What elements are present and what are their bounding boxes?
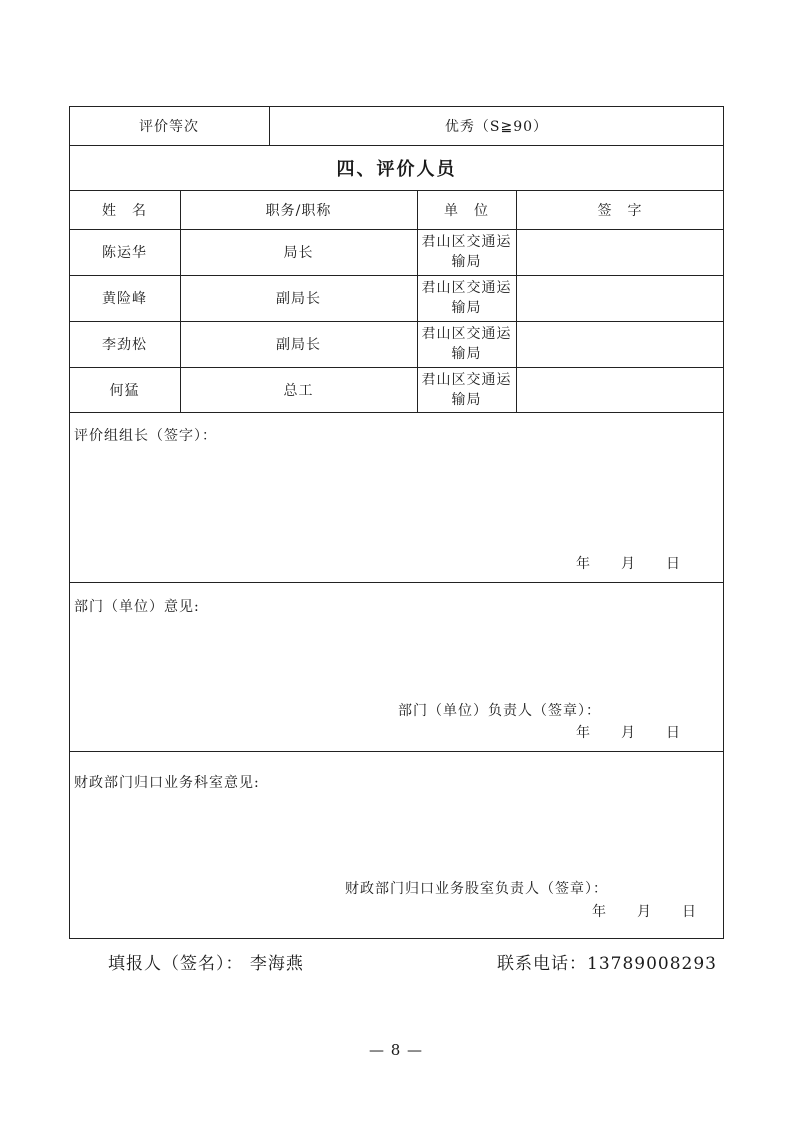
row-divider [69, 582, 724, 583]
header-position: 职务/职称 [265, 202, 332, 219]
section-title: 四、评价人员 [336, 158, 457, 180]
table-row-name: 陈运华 [102, 245, 147, 261]
table-row-position: 副局长 [276, 291, 321, 307]
table-row-position: 局长 [283, 245, 314, 261]
unit-line: 输局 [451, 300, 482, 316]
header-signature: 签 字 [597, 202, 643, 219]
finance-date: 年 月 日 [592, 904, 697, 920]
table-row-signature[interactable] [516, 275, 724, 321]
table-row-unit [417, 229, 516, 275]
header-name: 姓 名 [102, 202, 147, 219]
table-row-unit [417, 275, 516, 321]
unit-line: 输局 [451, 346, 482, 362]
rating-value: 优秀（S≧90） [444, 118, 549, 135]
table-row-signature[interactable] [516, 367, 724, 412]
unit-line: 君山区交通运 [421, 280, 512, 296]
row-divider [69, 751, 724, 752]
dept-opinion-label: 部门（单位）意见: [74, 599, 200, 615]
rating-label: 评价等次 [139, 118, 199, 135]
filler-signature: 填报人（签名）： 李海燕 [108, 954, 304, 974]
leader-date: 年 月 日 [576, 556, 681, 572]
unit-line: 君山区交通运 [421, 326, 512, 342]
dept-date: 年 月 日 [576, 725, 681, 741]
table-row-position: 副局长 [276, 337, 321, 353]
table-row-position: 总工 [283, 382, 314, 399]
finance-signer-label: 财政部门归口业务股室负责人（签章）： [345, 881, 608, 897]
unit-line: 君山区交通运 [421, 371, 512, 388]
header-unit: 单 位 [444, 202, 489, 219]
dept-signer-label: 部门（单位）负责人（签章）： [398, 703, 601, 719]
leader-signature-label: 评价组组长（签字）： [74, 428, 217, 444]
unit-line: 输局 [451, 254, 482, 270]
table-row-name: 何猛 [109, 382, 140, 399]
finance-opinion-label: 财政部门归口业务科室意见: [74, 775, 260, 791]
page-number: — 8 — [368, 1041, 424, 1059]
unit-line: 君山区交通运 [421, 234, 512, 250]
contact-phone: 联系电话：13789008293 [497, 954, 717, 974]
unit-line: 输局 [451, 391, 482, 408]
table-row-unit [417, 367, 516, 412]
table-row-unit [417, 321, 516, 367]
table-row-name: 李劲松 [102, 337, 147, 353]
table-row-signature[interactable] [516, 229, 724, 275]
row-divider [69, 412, 724, 413]
table-row-name: 黄险峰 [102, 291, 147, 307]
table-row-signature[interactable] [516, 321, 724, 367]
